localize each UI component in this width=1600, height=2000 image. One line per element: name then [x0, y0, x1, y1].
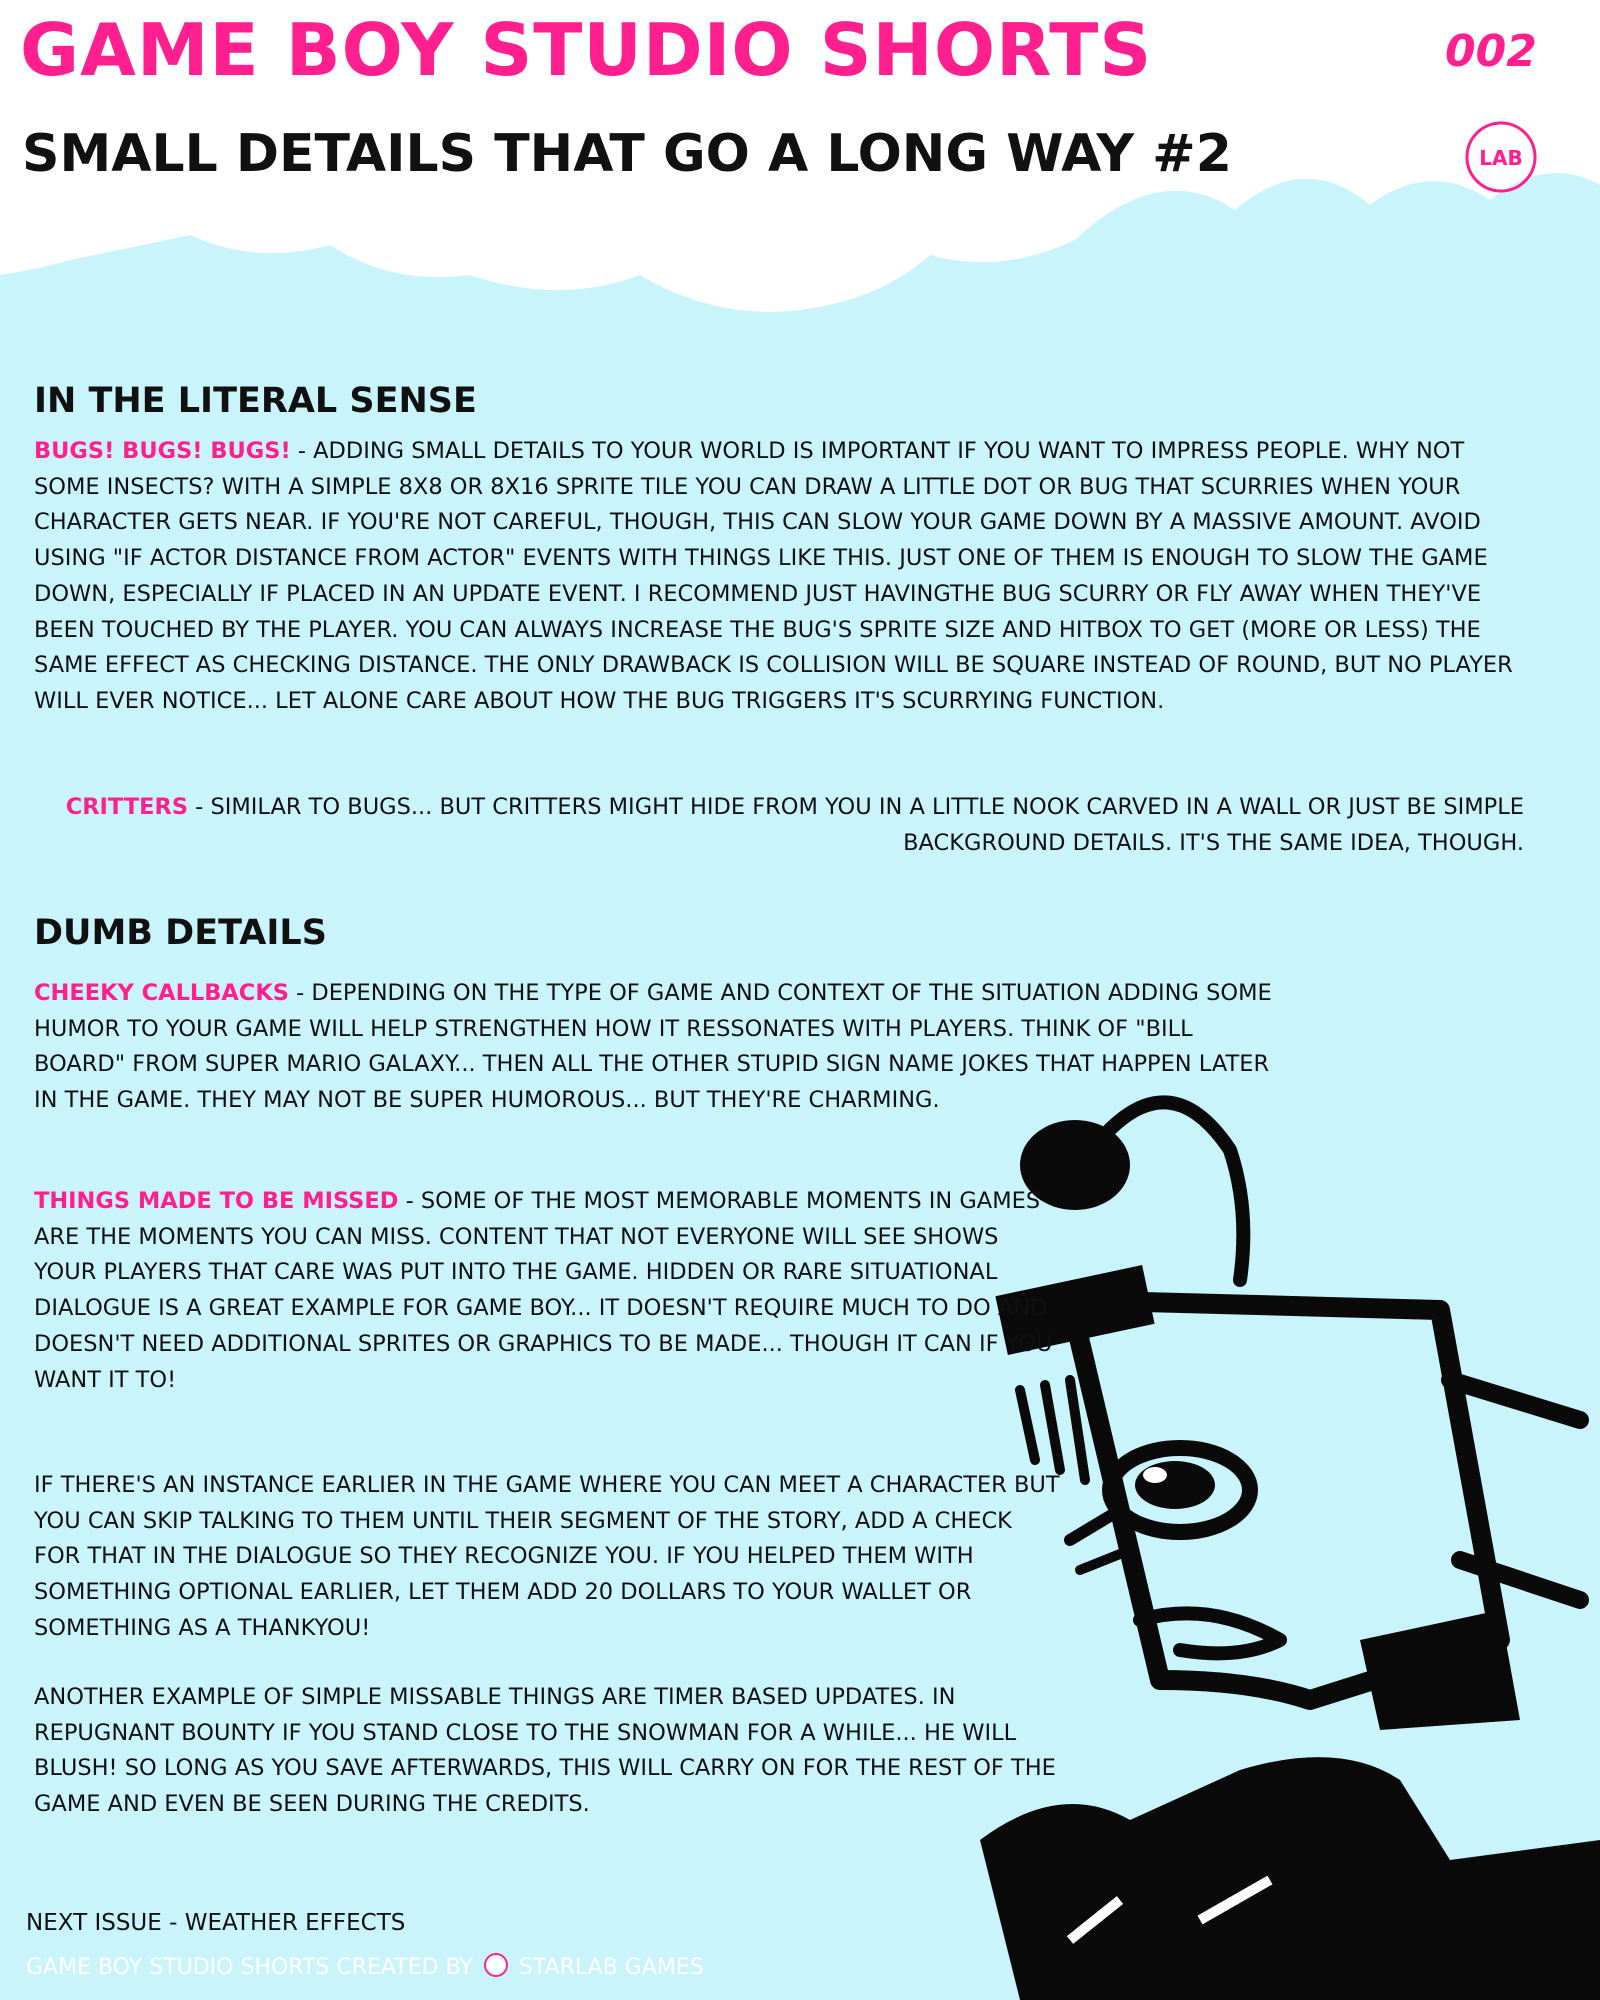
paragraph-text: ANOTHER EXAMPLE OF SIMPLE MISSABLE THINGS ARE TIMER BASED UPDATES. IN REPUGNANT BOUNTY IF YOU STAND CLOSE TO THE SNOWMAN FOR A WHILE... HE WILL BLUSH! SO LONG AS YOU SAVE AFTERWARDS, THIS WILL CARRY ON FOR THE REST OF THE GAME AND EVEN BE SEEN DURING THE CREDITS.	[34, 1684, 1056, 1818]
paragraph-things-made-to-be-missed	[34, 1184, 1064, 1398]
paragraph-bugs	[34, 434, 1534, 720]
paragraph-text: - SIMILAR TO BUGS... BUT CRITTERS MIGHT HIDE FROM YOU IN A LITTLE NOOK CARVED IN A WALL OR JUST BE SIMPLE BACKGROUND DETAILS. IT'S THE SAME IDEA, THOUGH.	[188, 794, 1524, 856]
paragraph-critters	[34, 790, 1524, 861]
credit-studio-name: STARLAB GAMES	[518, 1955, 704, 1980]
paragraph-text: IF THERE'S AN INSTANCE EARLIER IN THE GAME WHERE YOU CAN MEET A CHARACTER BUT YOU CAN SKIP TALKING TO THEM UNTIL THEIR SEGMENT OF THE STORY, ADD A CHECK FOR THAT IN THE DIALOGUE SO THEY RECOGNIZE YOU. IF YOU HELPED THEM WITH SOMETHING OPTIONAL EARLIER, LET THEM ADD 20 DOLLARS TO YOUR WALLET OR SOMETHING AS A THANKYOU!	[34, 1472, 1060, 1641]
paragraph-label: THINGS MADE TO BE MISSED	[34, 1188, 399, 1214]
paragraph-timer-updates	[34, 1680, 1094, 1823]
paragraph-text: - ADDING SMALL DETAILS TO YOUR WORLD IS IMPORTANT IF YOU WANT TO IMPRESS PEOPLE. WHY NOT SOME INSECTS? WITH A SIMPLE 8X8 OR 8X16 SPRITE TILE YOU CAN DRAW A LITTLE DOT OR BUG THAT SCURRIES WHEN YOUR CHARACTER GETS NEAR. IF YOU'RE NOT CAREFUL, THOUGH, THIS CAN SLOW YOUR GAME DOWN BY A MASSIVE AMOUNT. AVOID USING "IF ACTOR DISTANCE FROM ACTOR" EVENTS WITH THINGS LIKE THIS. JUST ONE OF THEM IS ENOUGH TO SLOW THE GAME DOWN, ESPECIALLY IF PLACED IN AN UPDATE EVENT. I RECOMMEND JUST HAVINGTHE BUG SCURRY OR FLY AWAY WHEN THEY'VE BEEN TOUCHED BY THE PLAYER. YOU CAN ALWAYS INCREASE THE BUG'S SPRITE SIZE AND HITBOX TO GET (MORE OR LESS) THE SAME EFFECT AS CHECKING DISTANCE. THE ONLY DRAWBACK IS COLLISION WILL BE SQUARE INSTEAD OF ROUND, BUT NO PLAYER WILL EVER NOTICE... LET ALONE CARE ABOUT HOW THE BUG TRIGGERS IT'S SCURRYING FUNCTION.	[34, 438, 1513, 714]
paragraph-label: BUGS! BUGS! BUGS!	[34, 438, 291, 464]
credit-text: GAME BOY STUDIO SHORTS CREATED BY	[26, 1955, 473, 1980]
issue-number: 002	[1445, 26, 1537, 77]
credit-line	[26, 1953, 704, 1980]
robot-character-illustration	[980, 1080, 1600, 2000]
section-heading-dumb-details: DUMB DETAILS	[34, 913, 327, 953]
starlab-logo-icon	[1462, 118, 1540, 196]
logo-text: LAB	[1479, 146, 1523, 170]
next-issue-note: NEXT ISSUE - WEATHER EFFECTS	[26, 1910, 406, 1936]
starlab-mini-logo-icon	[484, 1953, 508, 1977]
paragraph-cheeky-callbacks	[34, 976, 1274, 1119]
paragraph-text: - SOME OF THE MOST MEMORABLE MOMENTS IN GAMES ARE THE MOMENTS YOU CAN MISS. CONTENT THAT NOT EVERYONE WILL SEE SHOWS YOUR PLAYERS THAT CARE WAS PUT INTO THE GAME. HIDDEN OR RARE SITUATIONAL DIALOGUE IS A GREAT EXAMPLE FOR GAME BOY... IT DOESN'T REQUIRE MUCH TO DO AND DOESN'T NEED ADDITIONAL SPRITES OR GRAPHICS TO BE MADE... THOUGH IT CAN IF YOU WANT IT TO!	[34, 1188, 1053, 1393]
section-heading-literal-sense: IN THE LITERAL SENSE	[34, 381, 477, 421]
paragraph-label: CRITTERS	[65, 794, 189, 820]
page-title: GAME BOY STUDIO SHORTS	[20, 8, 1153, 92]
page-subtitle: SMALL DETAILS THAT GO A LONG WAY #2	[22, 124, 1232, 184]
paragraph-label: CHEEKY CALLBACKS	[34, 980, 289, 1006]
paragraph-text: - DEPENDING ON THE TYPE OF GAME AND CONTEXT OF THE SITUATION ADDING SOME HUMOR TO YOUR GAME WILL HELP STRENGTHEN HOW IT RESSONATES WITH PLAYERS. THINK OF "BILL BOARD" FROM SUPER MARIO GALAXY... THEN ALL THE OTHER STUPID SIGN NAME JOKES THAT HAPPEN LATER IN THE GAME. THEY MAY NOT BE SUPER HUMOROUS... BUT THEY'RE CHARMING.	[34, 980, 1272, 1114]
paragraph-instance-earlier	[34, 1468, 1064, 1647]
